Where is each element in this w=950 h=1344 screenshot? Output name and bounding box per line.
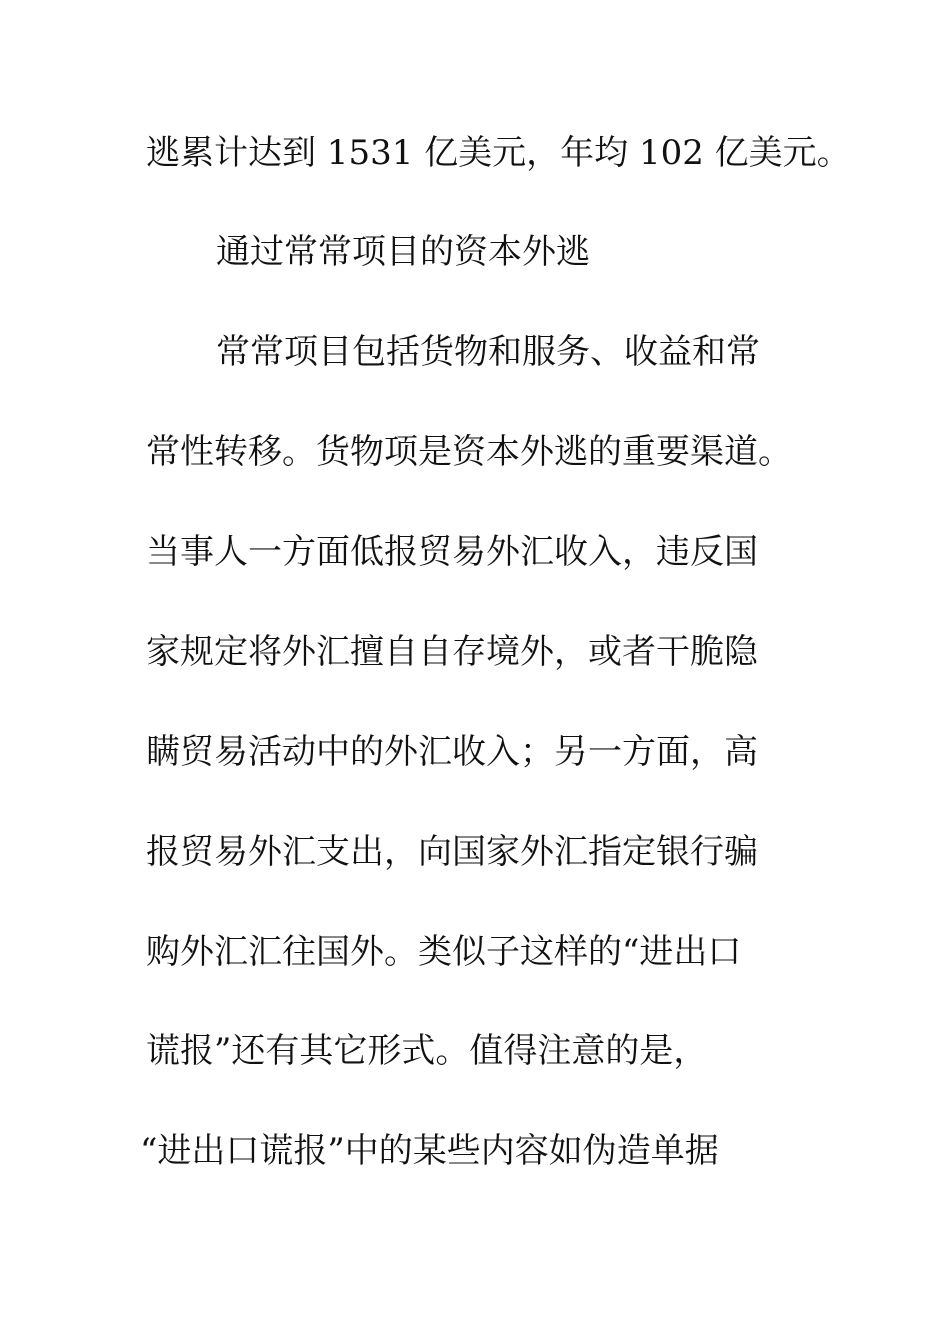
text-line: 家规定将外汇擅自自存境外，或者干脆隐 [146, 632, 758, 672]
text-line: “进出口谎报”中的某些内容如伪造单据 [140, 1131, 719, 1171]
text-line: 报贸易外汇支出，向国家外汇指定银行骗 [146, 832, 758, 872]
section-heading: 通过常常项目的资本外逃 [216, 232, 590, 272]
text-line: 常性转移。货物项是资本外逃的重要渠道。 [146, 432, 792, 472]
text-line: 瞒贸易活动中的外汇收入；另一方面，高 [146, 732, 758, 772]
text-line: 当事人一方面低报贸易外汇收入，违反国 [146, 532, 758, 572]
text-line: 购外汇汇往国外。类似子这样的“进出口 [146, 932, 742, 972]
text-line: 逃累计达到 1531 亿美元，年均 102 亿美元。 [146, 133, 851, 173]
text-line: 常常项目包括货物和服务、收益和常 [216, 332, 760, 372]
text-line: 谎报”还有其它形式。值得注意的是， [146, 1031, 708, 1071]
